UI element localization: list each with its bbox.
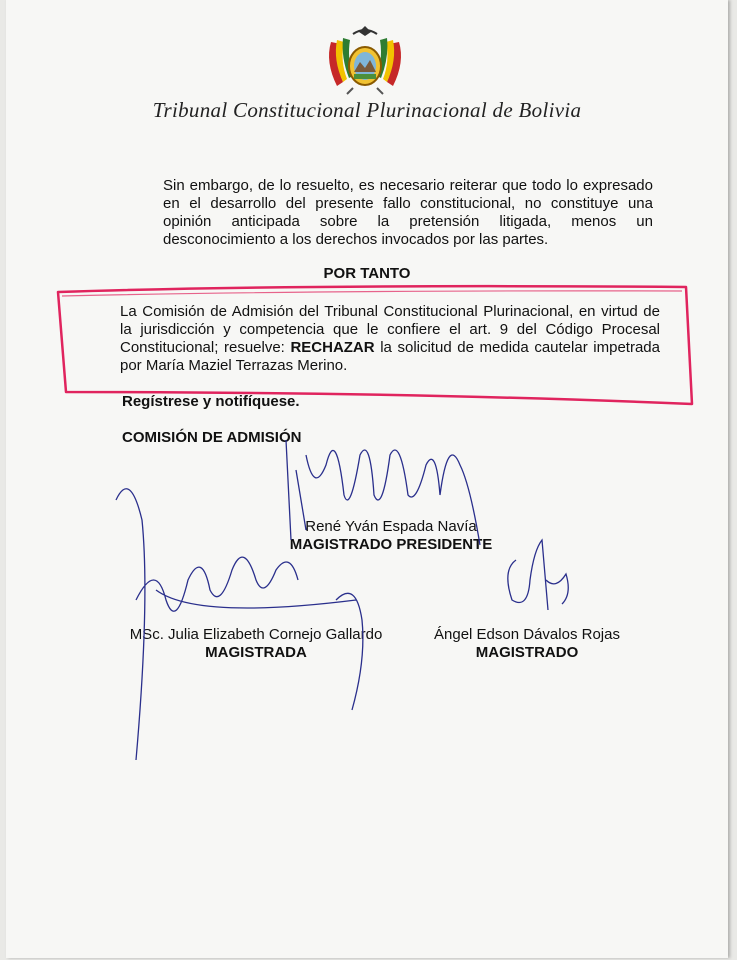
letterhead-title: Tribunal Constitucional Plurinacional de Bolivia	[152, 98, 582, 122]
signatory-name-angel: Ángel Edson Dávalos Rojas	[434, 626, 620, 643]
commission-label: COMISIÓN DE ADMISIÓN	[122, 429, 302, 446]
signatory-role-president: MAGISTRADO PRESIDENTE	[289, 536, 493, 553]
resolution-verb: RECHAZAR	[290, 339, 375, 356]
signatory-name-president: René Yván Espada Navía	[305, 518, 477, 535]
annotation-overlay	[6, 0, 728, 958]
highlight-box-inner	[62, 291, 682, 296]
paragraph-reservation: Sin embargo, de lo resuelto, es necesario reiterar que todo lo expresado en el desarrollo del presente fallo constitucional, no constituye una opinión anticipada sobre la pretensión litigada, menos un desconocimiento a los derechos invocados por las partes.	[163, 177, 653, 248]
resolution-rest: la solicitud de medida cautelar impetrada por María Maziel Terrazas Merino.	[120, 339, 660, 374]
signatory-name-julia: MSc. Julia Elizabeth Cornejo Gallardo	[129, 626, 383, 643]
document-page	[6, 0, 728, 958]
resolution-intro: La Comisión de Admisión del Tribunal Constitucional Plurinacional, en virtud de la jurisdicción y competencia que le confiere el art. 9 del Código Procesal Constitucional; resuelve:	[120, 303, 660, 356]
signatory-role-julia: MAGISTRADA	[205, 644, 307, 661]
signatory-role-angel: MAGISTRADO	[475, 644, 579, 661]
coat-of-arms-icon	[323, 22, 407, 96]
register-notice: Regístrese y notifíquese.	[122, 393, 300, 410]
section-heading: POR TANTO	[323, 265, 411, 282]
resolution-paragraph	[120, 303, 660, 375]
